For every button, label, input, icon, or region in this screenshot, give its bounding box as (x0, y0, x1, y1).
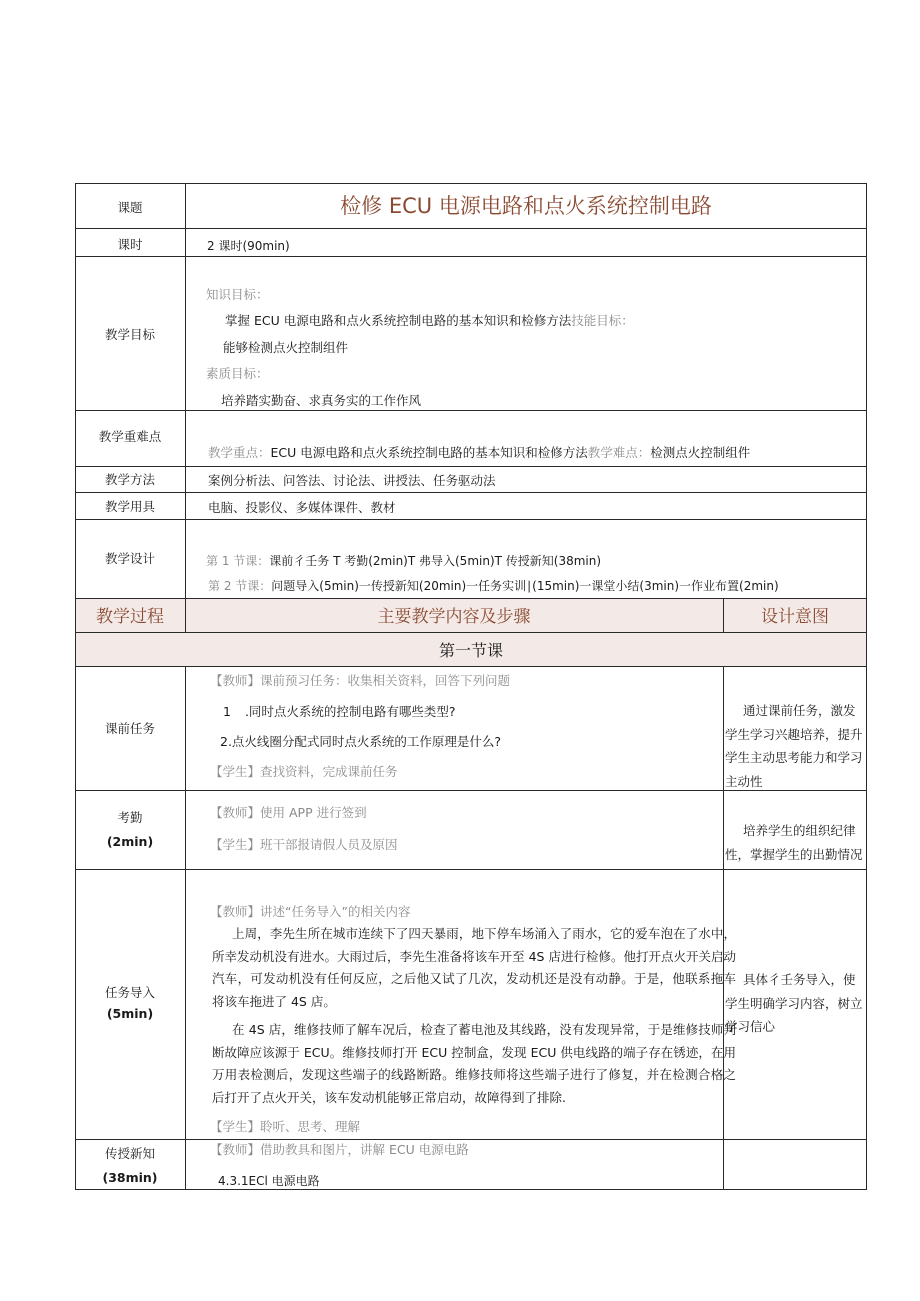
methods-label: 教学方法 (104, 472, 155, 487)
topic-label: 课题 (117, 200, 143, 215)
attendance-student: 【学生】班干部报请假人员及原因 (210, 837, 398, 852)
key-points-text: 教学重点：ECU 电源电路和点火系统控制电路的基本知识和检修方法教学难点：检测点火控制组件 (208, 445, 751, 460)
objectives-label: 教学目标 (104, 327, 155, 342)
tools-label: 教学用具 (104, 499, 155, 514)
new-knowledge-teacher: 【教师】借助教具和图片，讲解 ECU 电源电路 (210, 1142, 469, 1157)
new-knowledge-time: (38min) (102, 1170, 158, 1185)
attendance-time: (2min) (106, 834, 154, 849)
hours-label: 课时 (117, 237, 143, 252)
task-intro-intent: 具体彳壬务导入，使学生明确学习内容，树立学习信心 (725, 972, 863, 1034)
pre-task-teacher: 【教师】课前预习任务：收集相关资料，回答下列问题 (210, 673, 511, 688)
attendance-intent: 培养学生的组织纪律性，掌握学生的出勤情况 (725, 823, 863, 862)
pre-task-q2: 2.点火线圈分配式同时点火系统的工作原理是什么? (220, 734, 502, 749)
lesson-plan-table (75, 183, 867, 1190)
task-intro-teacher: 【教师】讲述“任务导入”的相关内容 (210, 904, 411, 919)
skill-goal-text: 能够检测点火控制组件 (223, 340, 349, 355)
task-intro-label: 任务导入 (104, 985, 155, 1000)
design-label: 教学设计 (104, 551, 155, 566)
knowledge-goal-heading: 知识目标： (206, 287, 269, 302)
quality-goal-heading: 素质目标： (206, 366, 269, 381)
process-column-header: 教学过程 (96, 607, 164, 627)
new-knowledge-label: 传授新知 (104, 1146, 155, 1161)
pre-task-student: 【学生】查找资料，完成课前任务 (210, 764, 398, 779)
attendance-label: 考勤 (117, 810, 143, 825)
lesson-title: 检修 ECU 电源电路和点火系统控制电路 (340, 194, 712, 218)
hours-value: 2 课时(90min) (207, 239, 290, 253)
pre-task-label: 课前任务 (104, 721, 155, 736)
key-points-label: 教学重难点 (98, 429, 162, 444)
pre-task-q1: 1 .同时点火系统的控制电路有哪些类型? (223, 704, 456, 719)
content-column-header: 主要教学内容及步骤 (377, 607, 531, 627)
knowledge-goal-text: 掌握 ECU 电源电路和点火系统控制电路的基本知识和检修方法技能目标： (225, 313, 634, 328)
task-intro-time: (5min) (106, 1006, 154, 1021)
tools-value: 电脑、投影仪、多媒体课件、教材 (208, 500, 396, 515)
difficulty-heading: 教学难点： (587, 445, 651, 460)
attendance-teacher: 【教师】使用 APP 进行签到 (210, 805, 367, 820)
design-lesson-2: 第 2 节课：问题导入(5min)一传授新知(20min)一任务实训∣(15min)一课堂小结(3min)一作业布置(2min) (208, 579, 779, 593)
intent-column-header: 设计意图 (761, 607, 829, 627)
section-title: 第一节课 (438, 641, 503, 660)
quality-goal-text: 培养踏实勤奋、求真务实的工作作风 (221, 393, 422, 408)
methods-value: 案例分析法、问答法、讨论法、讲授法、任务驱动法 (208, 473, 496, 488)
task-intro-student: 【学生】聆听、思考、理解 (210, 1119, 361, 1134)
task-intro-story-2: 在 4S 店，维修技师了解车况后，检查了蓄电池及其线路，没有发现异常，于是维修技师判断故障应该源于 ECU。维修技师打开 ECU 控制盒，发现 ECU 供电线路的端子存在锈迹，在用万用表检测后，发现这些端子的线路断路。维修技师将这些端子进行了修复，并在检测合格之后打开了点火开关，该车发动机能够正常启动，故障得到了排除. (212, 1022, 736, 1105)
skill-goal-heading: 技能目标： (571, 313, 634, 328)
task-intro-story-1: 上周，李先生所在城市连续下了四天暴雨，地下停车场涌入了雨水，它的爱车泡在了水中，所幸发动机没有进水。大雨过后，李先生准备将该车开至 4S 店进行检修。他打开点火开关启动汽车，可发动机没有任何反应，之后他又试了几次，发动机还是没有动静。于是，他联系拖车将该车拖进了 4S 店。 (212, 926, 736, 1009)
new-knowledge-subsection: 4.3.1ECl 电源电路 (218, 1174, 320, 1188)
pre-task-intent: 通过课前任务，激发学生学习兴趣培养，提升学生主动思考能力和学习主动性 (725, 703, 863, 789)
design-lesson-1: 第 1 节课：课前彳壬务 T 考勤(2min)T 弗导入(5min)T 传授新知(38min) (206, 554, 602, 568)
key-point-heading: 教学重点： (208, 445, 271, 460)
